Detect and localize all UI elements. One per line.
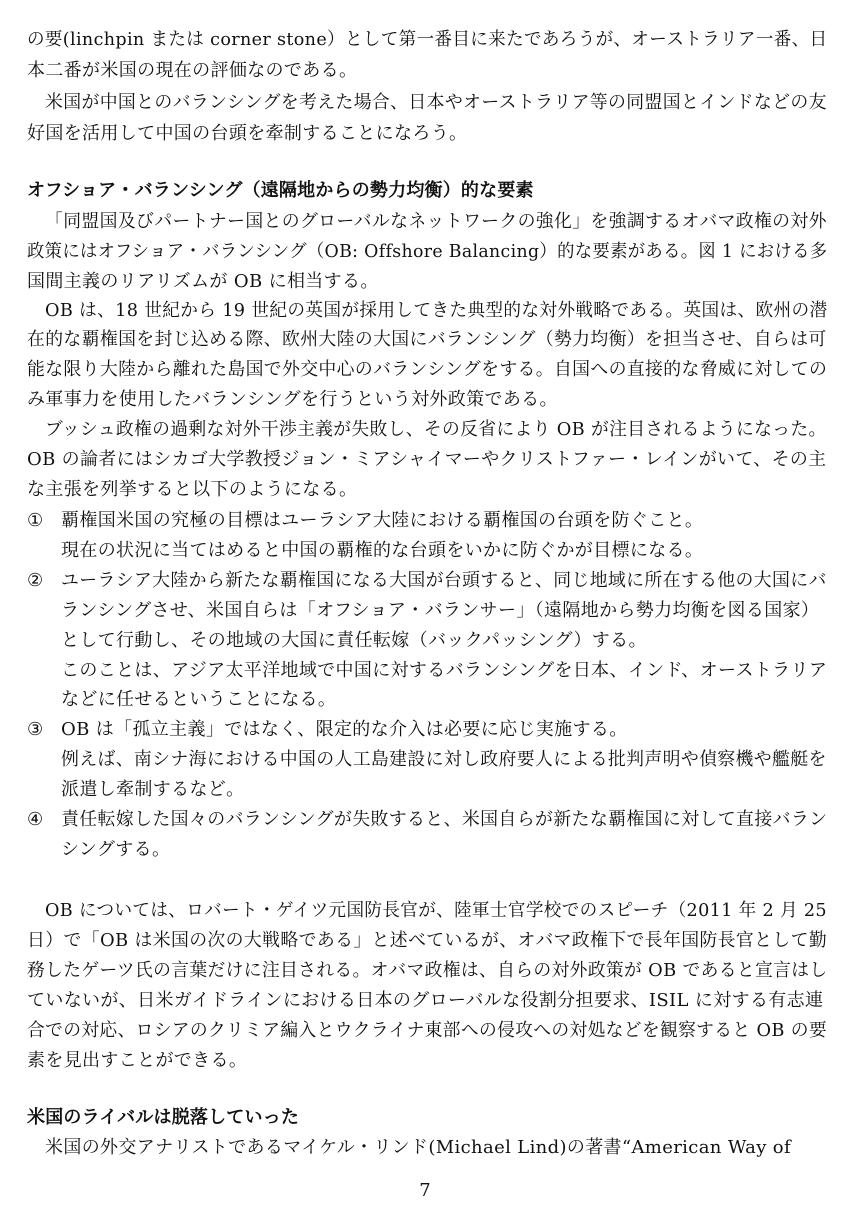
section-heading: オフショア・バランシング（遠隔地からの勢力均衡）的な要素: [27, 180, 534, 201]
body-text-line: 本二番が米国の現在の評価なのである。: [27, 60, 358, 81]
body-text-line: ていないが、日米ガイドラインにおける日本のグローバルな役割分担要求、ISIL に対する有志連: [27, 990, 824, 1011]
page-number: 7: [419, 1180, 431, 1201]
body-text-line: 日）で「OB は米国の次の大戦略である」と述べているが、オバマ政権下で長年国防長官として勤: [27, 930, 828, 951]
list-item-line: ユーラシア大陸から新たな覇権国になる大国が台頭すると、同じ地域に所在する他の大国にバ: [61, 570, 827, 591]
list-item-line: シングする。: [61, 839, 171, 860]
body-text-line: 政策にはオフショア・バランシング（OB: Offshore Balancing）的な要素がある。図 1 における多: [27, 241, 828, 262]
list-item-note: 現在の状況に当てはめると中国の覇権的な台頭をいかに防ぐかが目標になる。: [61, 540, 704, 561]
list-item-note: このことは、アジア太平洋地域で中国に対するバランシングを日本、インド、オーストラリア: [61, 660, 828, 681]
list-item-note: などに任せるということになる。: [61, 689, 337, 710]
body-text-line: OB は、18 世紀から 19 世紀の英国が採用してきた典型的な対外戦略である。英国は、欧州の潜: [45, 300, 828, 321]
body-text-line: 好国を活用して中国の台頭を牽制することになろう。: [27, 123, 468, 144]
body-text-line: 米国が中国とのバランシングを考えた場合、日本やオーストラリア等の同盟国とインドなどの友: [45, 92, 827, 113]
body-text-line: OB については、ロバート・ゲイツ元国防長官が、陸軍士官学校でのスピーチ（2011 年 2 月 25: [45, 900, 827, 921]
list-item-line: 責任転嫁した国々のバランシングが失敗すると、米国自らが新たな覇権国に対して直接バラン: [61, 809, 828, 830]
body-text-line: 務したゲーツ氏の言葉だけに注目される。オバマ政権は、自らの対外政策が OB であると宣言はし: [27, 960, 828, 981]
body-text-line: の要(linchpin または corner stone）として第一番目に来たであろうが、オーストラリア一番、日: [27, 29, 828, 50]
list-item-line: 覇権国米国の究極の目標はユーラシア大陸における覇権国の台頭を防ぐこと。: [61, 510, 704, 531]
body-text-line: 能な限り大陸から離れた島国で外交中心のバランシングをする。自国への直接的な脅威に対しての: [27, 359, 828, 380]
body-text-line: 素を見出すことができる。: [27, 1050, 248, 1071]
list-item-line: ランシングさせ、米国自らは「オフショア・バランサー」（遠隔地から勢力均衡を図る国家）: [61, 600, 820, 621]
list-item-line: OB は「孤立主義」ではなく、限定的な介入は必要に応じ実施する。: [61, 719, 628, 740]
body-text-line: OB の論者にはシカゴ大学教授ジョン・ミアシャイマーやクリストファー・レインがいて、その主: [27, 449, 827, 470]
body-text-line: な主張を列挙すると以下のようになる。: [27, 479, 358, 500]
list-marker: ②: [27, 570, 44, 591]
list-item-note: 派遣し牽制するなど。: [61, 779, 245, 800]
body-text-line: 国間主義のリアリズムが OB に相当する。: [27, 271, 379, 292]
list-marker: ③: [27, 719, 44, 740]
body-text-line: ブッシュ政権の過剰な対外干渉主義が失敗し、その反省により OB が注目されるようになった。: [45, 419, 827, 440]
section-heading: 米国のライバルは脱落していった: [27, 1107, 300, 1128]
body-text-line: 在的な覇権国を封じ込める際、欧州大陸の大国にバランシング（勢力均衡）を担当させ、自らは可: [27, 329, 827, 350]
body-text-line: 米国の外交アナリストであるマイケル・リンド(Michael Lind)の著書“American Way of: [45, 1137, 791, 1158]
list-marker: ①: [27, 510, 44, 531]
list-item-note: 例えば、南シナ海における中国の人工島建設に対し政府要人による批判声明や偵察機や艦艇を: [61, 749, 827, 770]
list-marker: ④: [27, 809, 44, 830]
body-text-line: み軍事力を使用したバランシングを行うという対外政策である。: [27, 389, 558, 410]
body-text-line: 合での対応、ロシアのクリミア編入とウクライナ東部への侵攻への対処などを観察すると OB の要: [27, 1020, 827, 1041]
body-text-line: 「同盟国及びパートナー国とのグローバルなネットワークの強化」を強調するオバマ政権の対外: [45, 211, 827, 232]
list-item-line: として行動し、その地域の大国に責任転嫁（バックパッシング）する。: [61, 630, 647, 651]
